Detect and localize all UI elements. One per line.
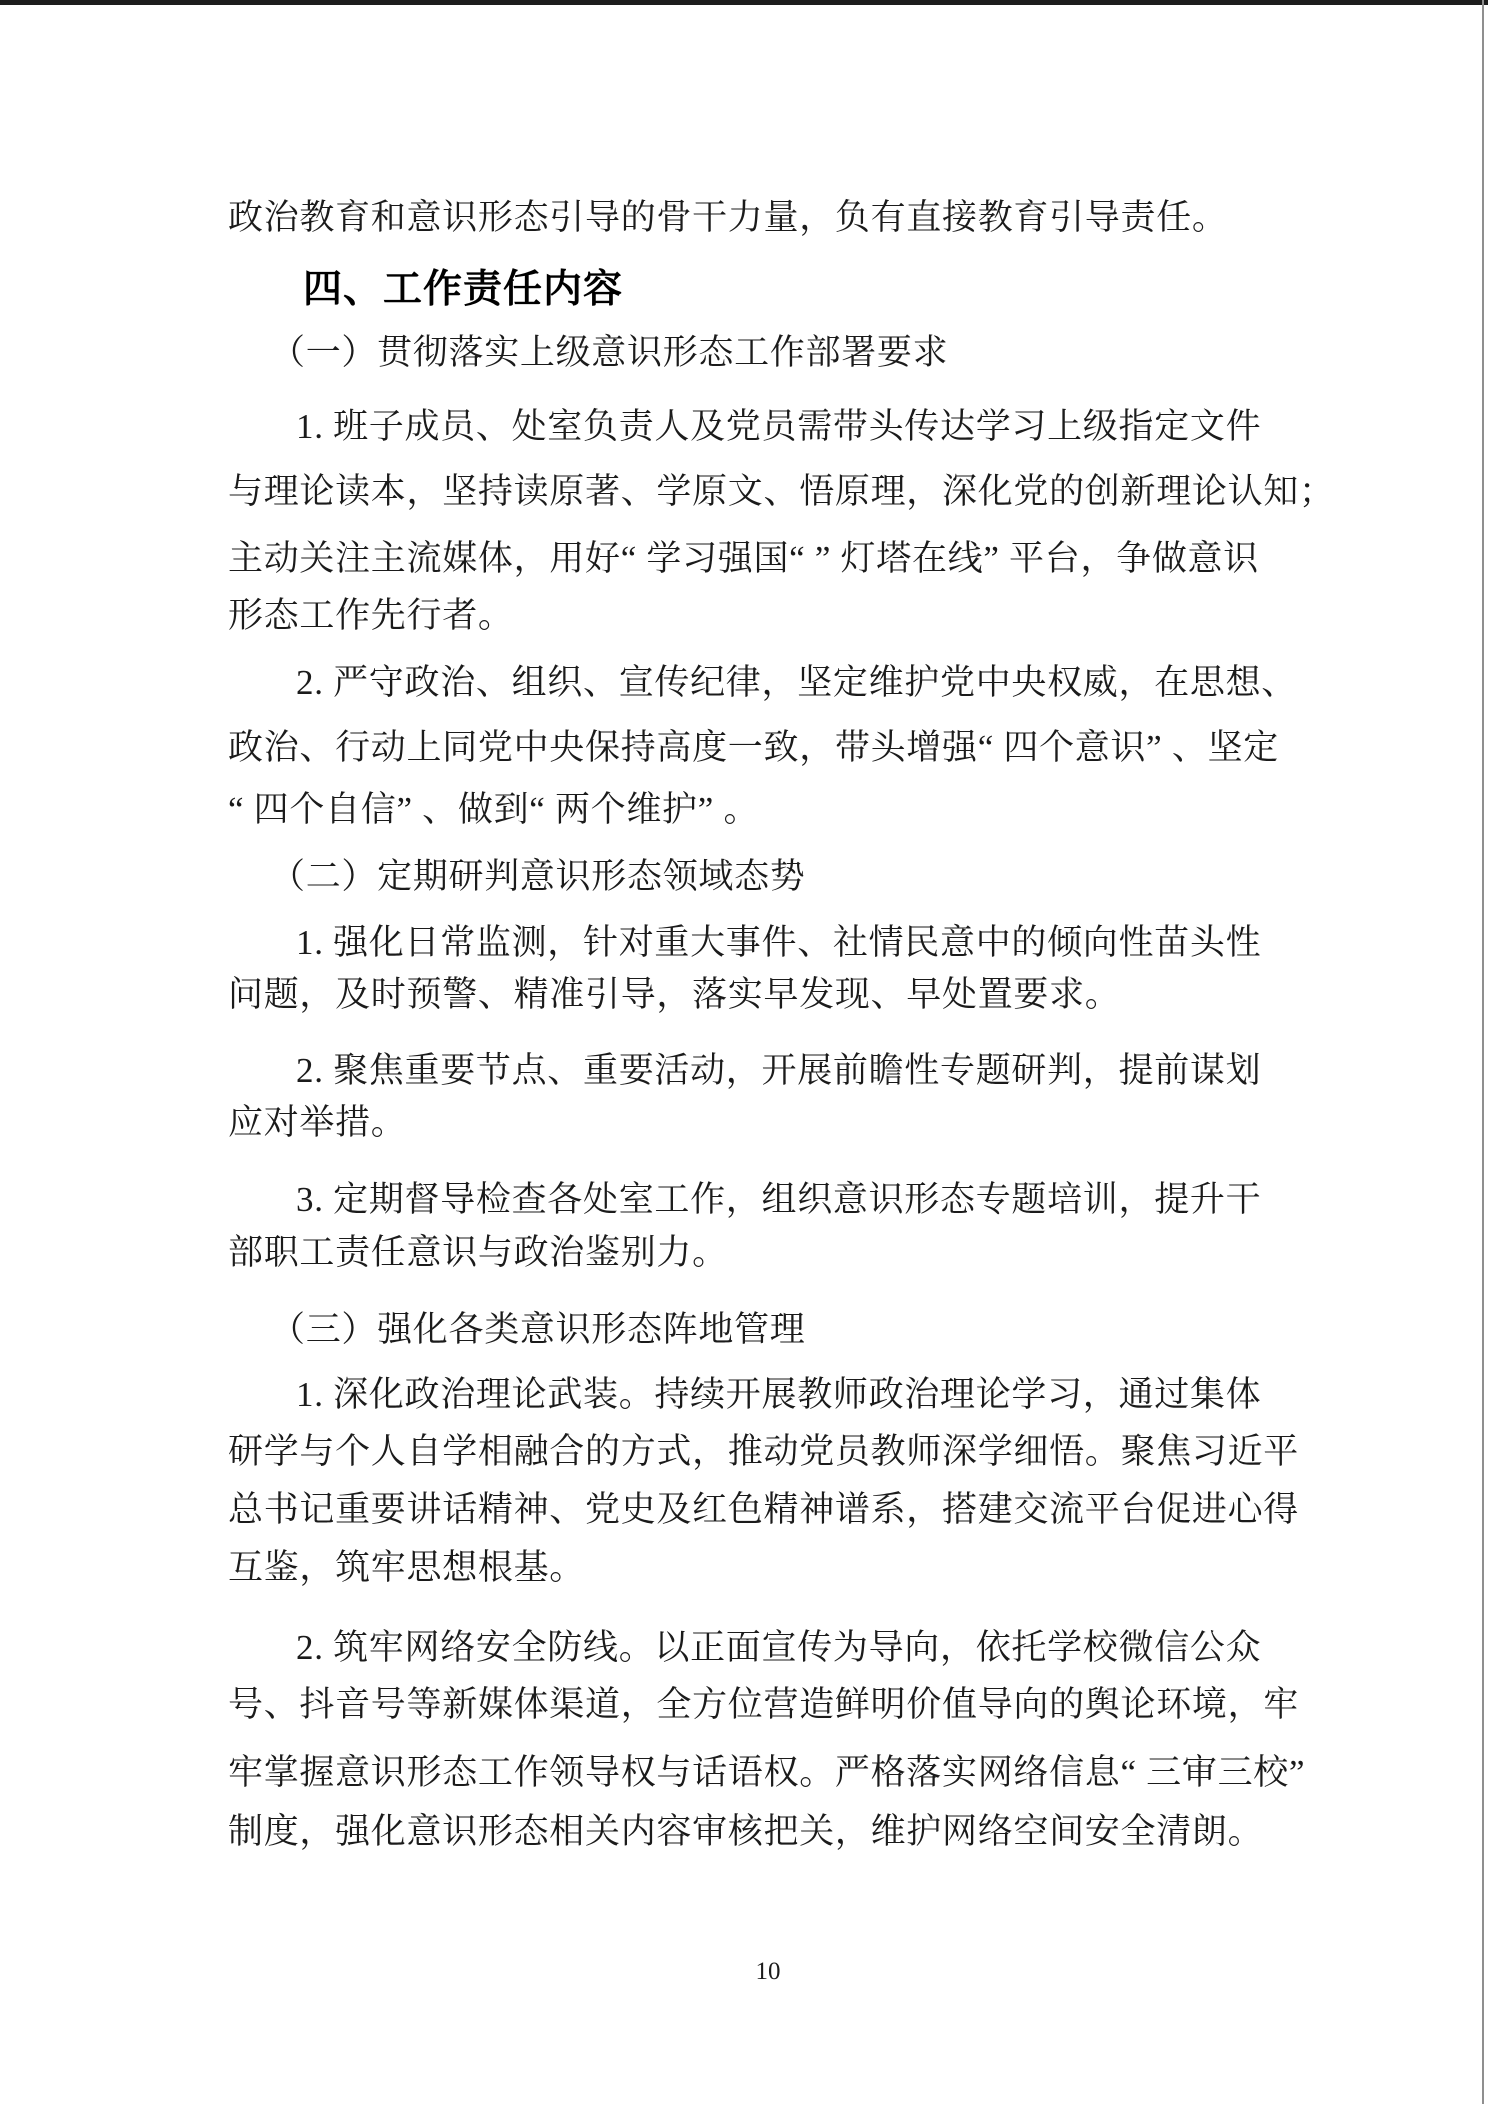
paragraph-start-line: 3. 定期督导检查各处室工作，组织意识形态专题培训，提升干 [296, 1180, 1262, 1219]
paragraph-start-line: 1. 强化日常监测，针对重大事件、社情民意中的倾向性苗头性 [296, 923, 1262, 962]
page-right-edge-line [1482, 0, 1484, 2104]
subsection-heading: （一）贯彻落实上级意识形态工作部署要求 [270, 333, 949, 372]
paragraph-start-line: 1. 深化政治理论武装。持续开展教师政治理论学习，通过集体 [296, 1375, 1262, 1414]
subsection-heading: （二）定期研判意识形态领域态势 [270, 857, 806, 896]
paragraph-start-line: 2. 聚焦重要节点、重要活动，开展前瞻性专题研判，提前谋划 [296, 1051, 1262, 1090]
subsection-heading: （三）强化各类意识形态阵地管理 [270, 1310, 806, 1349]
text-line: 应对举措。 [228, 1103, 407, 1142]
text-line: 互鉴，筑牢思想根基。 [228, 1548, 586, 1587]
page-top-bar [0, 0, 1488, 5]
text-line: 号、抖音号等新媒体渠道，全方位营造鲜明价值导向的舆论环境，牢 [228, 1685, 1300, 1724]
paragraph-start-line: 1. 班子成员、处室负责人及党员需带头传达学习上级指定文件 [296, 407, 1262, 446]
text-line: 牢掌握意识形态工作领导权与话语权。严格落实网络信息“ 三审三校” [228, 1753, 1306, 1792]
text-line: 形态工作先行者。 [228, 596, 514, 635]
page-number: 10 [755, 1958, 781, 1985]
text-line: 政治教育和意识形态引导的骨干力量，负有直接教育引导责任。 [228, 198, 1228, 237]
text-line: “ 四个自信” 、做到“ 两个维护” 。 [228, 790, 760, 829]
paragraph-start-line: 2. 筑牢网络安全防线。以正面宣传为导向，依托学校微信公众 [296, 1628, 1262, 1667]
text-line: 部职工责任意识与政治鉴别力。 [228, 1233, 728, 1272]
text-line: 主动关注主流媒体，用好“ 学习强国“ ” 灯塔在线” 平台，争做意识 [228, 539, 1259, 578]
text-line: 政治、行动上同党中央保持高度一致，带头增强“ 四个意识” 、坚定 [228, 728, 1279, 767]
text-line: 制度，强化意识形态相关内容审核把关，维护网络空间安全清朗。 [228, 1812, 1264, 1851]
text-line: 总书记重要讲话精神、党史及红色精神谱系，搭建交流平台促进心得 [228, 1490, 1300, 1529]
text-line: 与理论读本，坚持读原著、学原文、悟原理，深化党的创新理论认知； [228, 472, 1335, 511]
text-line: 问题，及时预警、精准引导，落实早发现、早处置要求。 [228, 975, 1121, 1014]
text-line: 研学与个人自学相融合的方式，推动党员教师深学细悟。聚焦习近平 [228, 1432, 1300, 1471]
section-heading: 四、工作责任内容 [303, 268, 624, 311]
paragraph-start-line: 2. 严守政治、组织、宣传纪律，坚定维护党中央权威，在思想、 [296, 663, 1298, 702]
